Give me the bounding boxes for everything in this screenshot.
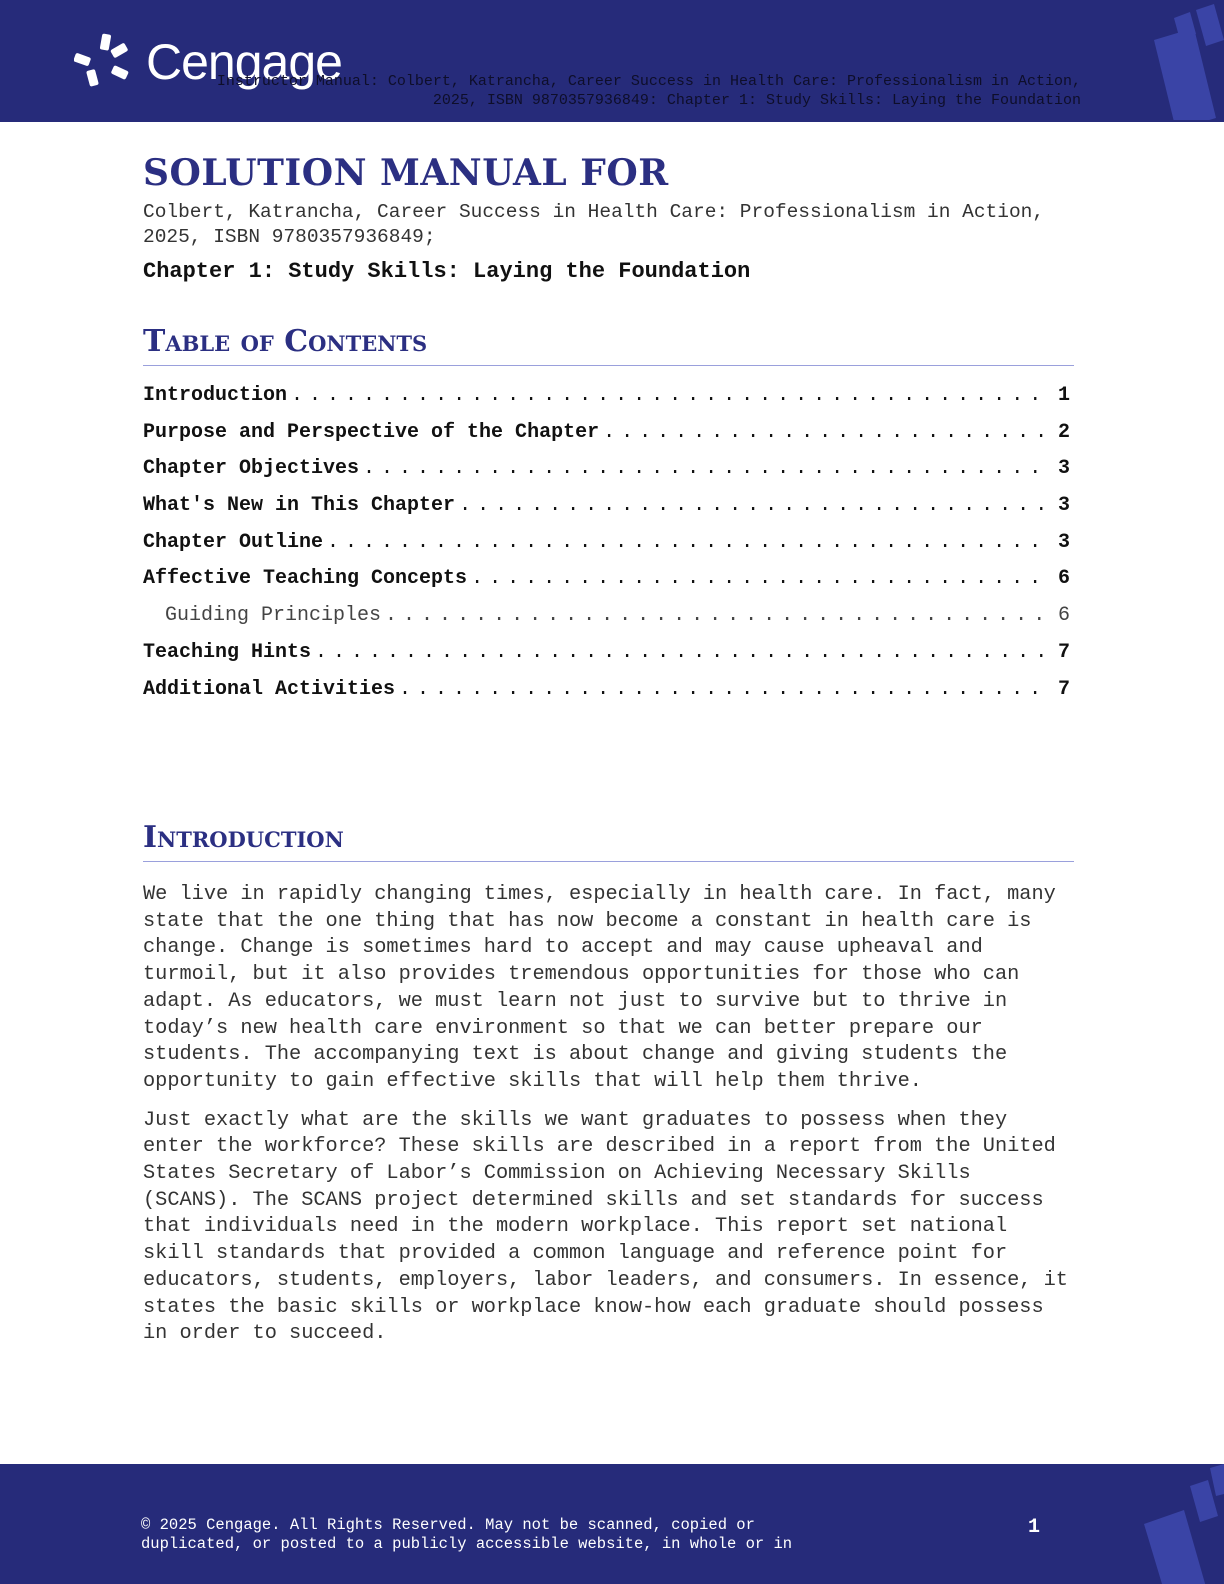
table-of-contents: [143, 384, 1070, 714]
toc-leader-dots: [363, 457, 1052, 480]
toc-entry-page: 3: [1057, 530, 1070, 554]
toc-leader-dots: [603, 421, 1052, 444]
toc-leader-dots: [315, 641, 1052, 664]
introduction-paragraph: Just exactly what are the skills we want graduates to possess when they enter the workforce? These skills are described in a report from the United States Secretary of Labor’s Commission on Achieving Necessary Skills (SCANS). The SCANS project determined skills and set standards for success that individuals need in the modern workplace. This report set national skill standards that provided a common language and reference point for educators, students, employers, labor leaders, and consumers. In essence, it states the basic skills or workplace know-how each graduate should possess in order to succeed.: [143, 1108, 1068, 1346]
toc-leader-dots: [291, 384, 1052, 407]
toc-leader-dots: [459, 494, 1052, 517]
document-title: SOLUTION MANUAL FOR: [143, 152, 669, 194]
toc-leader-dots: [385, 604, 1052, 627]
toc-entry-page: 3: [1057, 494, 1070, 518]
toc-entry-guiding-principles[interactable]: [143, 604, 1070, 641]
toc-entry-introduction[interactable]: [143, 384, 1070, 421]
cengage-burst-icon: [74, 32, 136, 92]
toc-entry-objectives[interactable]: [143, 457, 1070, 494]
copyright-line-2: duplicated, or posted to a publicly accessible website, in whole or in: [141, 1535, 793, 1553]
copyright-notice: [141, 1516, 841, 1554]
running-header-line-2: 2025, ISBN 9870357936849: Chapter 1: Study Skills: Laying the Foundation: [432, 92, 1081, 109]
footer-band: [0, 1464, 1224, 1584]
toc-entry-label: What's New in This Chapter: [143, 494, 456, 518]
toc-entry-page: 7: [1057, 677, 1070, 701]
toc-entry-page: 2: [1057, 420, 1070, 444]
toc-entry-page: 7: [1057, 640, 1070, 664]
introduction-body: [143, 882, 1074, 1360]
toc-leader-dots: [471, 567, 1052, 590]
toc-entry-label: Chapter Outline: [143, 530, 324, 554]
toc-entry-label: Guiding Principles: [165, 604, 382, 628]
toc-leader-dots: [399, 678, 1052, 701]
chapter-title: Chapter 1: Study Skills: Laying the Foundation: [143, 259, 751, 284]
introduction-paragraph: We live in rapidly changing times, especially in health care. In fact, many state that the one thing that has now become a constant in health care is change. Change is sometimes hard to accept and may cause upheaval and turmoil, but it also provides tremendous opportunities for those who can adapt. As educators, we must learn not just to survive but to thrive in today’s new health care environment so that we can better prepare our students. The accompanying text is about change and giving students the opportunity to gain effective skills that will help them thrive.: [143, 883, 1056, 1093]
header-band: [0, 0, 1224, 122]
toc-entry-label: Introduction: [143, 384, 288, 407]
running-header-line-1: Instructor Manual: Colbert, Katrancha, Career Success in Health Care: Professionalism in Action,: [216, 73, 1081, 90]
toc-leader-dots: [327, 531, 1052, 554]
corner-decoration-bottom: [1134, 1464, 1224, 1584]
toc-entry-teaching-hints[interactable]: [143, 641, 1070, 678]
logo-wordmark: Cengage: [146, 34, 342, 90]
running-header: [141, 72, 1081, 110]
corner-decoration-top: [1134, 0, 1224, 120]
toc-heading: Table of Contents: [143, 324, 1074, 366]
toc-entry-page: 6: [1057, 604, 1070, 628]
toc-entry-page: 3: [1057, 457, 1070, 481]
book-citation: Colbert, Katrancha, Career Success in Health Care: Professionalism in Action, 2025, ISBN 9780357936849;: [143, 201, 1045, 248]
toc-entry-page: 1: [1057, 384, 1070, 407]
toc-entry-additional-activities[interactable]: [143, 678, 1070, 715]
toc-entry-label: Teaching Hints: [143, 640, 312, 664]
toc-entry-affective[interactable]: [143, 567, 1070, 604]
toc-entry-label: Additional Activities: [143, 677, 396, 701]
copyright-line-1: © 2025 Cengage. All Rights Reserved. May not be scanned, copied or: [141, 1516, 755, 1534]
toc-entry-outline[interactable]: [143, 531, 1070, 568]
toc-entry-page: 6: [1057, 567, 1070, 591]
toc-entry-label: Chapter Objectives: [143, 457, 360, 481]
toc-entry-whats-new[interactable]: [143, 494, 1070, 531]
introduction-heading: Introduction: [143, 820, 1074, 862]
page-number: 1: [1028, 1516, 1041, 1539]
toc-entry-label: Affective Teaching Concepts: [143, 567, 468, 591]
toc-entry-purpose[interactable]: [143, 421, 1070, 458]
toc-entry-label: Purpose and Perspective of the Chapter: [143, 420, 600, 444]
